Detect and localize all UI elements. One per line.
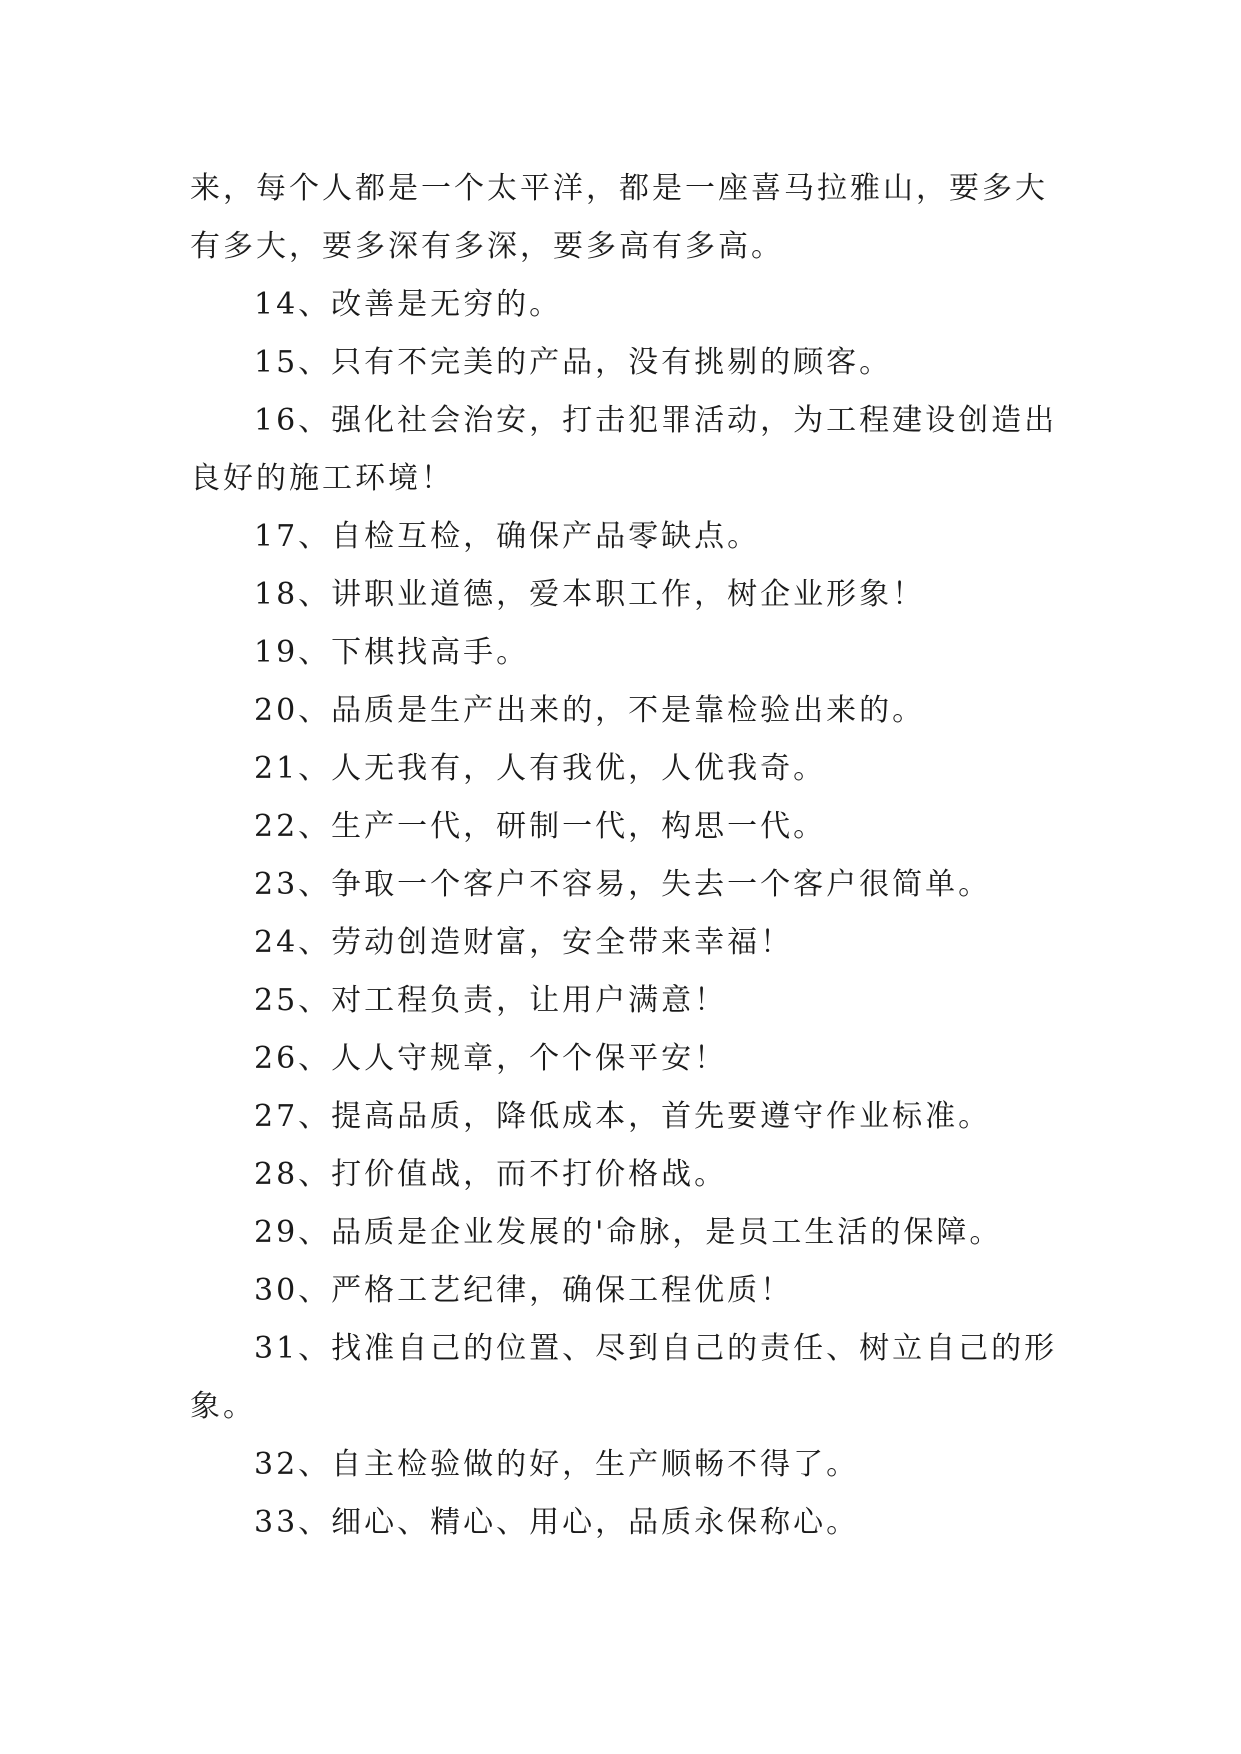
paragraph-item-20: 20、品质是生产出来的，不是靠检验出来的。 [254,693,926,728]
paragraph-item-14: 14、改善是无穷的。 [254,287,563,322]
paragraph-item-26: 26、人人守规章，个个保平安！ [254,1041,728,1076]
paragraph-item-25: 25、对工程负责，让用户满意！ [254,983,728,1018]
paragraph-item-27: 27、提高品质，降低成本，首先要遵守作业标准。 [254,1099,992,1134]
document-body [190,160,1060,1552]
paragraph-continuation: 来，每个人都是一个太平洋，都是一座喜马拉雅山，要多大有多大，要多深有多深，要多高有多高。 [190,171,1048,264]
paragraph-item-15: 15、只有不完美的产品，没有挑剔的顾客。 [254,345,893,380]
paragraph-item-24: 24、劳动创造财富，安全带来幸福！ [254,925,794,960]
paragraph-item-23: 23、争取一个客户不容易，失去一个客户很简单。 [254,867,992,902]
paragraph-item-17: 17、自检互检，确保产品零缺点。 [254,519,761,554]
paragraph-item-28: 28、打价值战，而不打价格战。 [254,1157,728,1192]
paragraph-item-22: 22、生产一代，研制一代，构思一代。 [254,809,827,844]
paragraph-item-32: 32、自主检验做的好，生产顺畅不得了。 [254,1447,860,1482]
paragraph-item-31: 31、找准自己的位置、尽到自己的责任、树立自己的形象。 [190,1331,1058,1424]
paragraph-item-18: 18、讲职业道德，爱本职工作，树企业形象！ [254,577,926,612]
paragraph-item-19: 19、下棋找高手。 [254,635,530,670]
paragraph-item-33: 33、细心、精心、用心，品质永保称心。 [254,1505,860,1540]
paragraph-item-29: 29、品质是企业发展的'命脉，是员工生活的保障。 [254,1215,1003,1250]
paragraph-item-21: 21、人无我有，人有我优，人优我奇。 [254,751,827,786]
paragraph-item-30: 30、严格工艺纪律，确保工程优质！ [254,1273,794,1308]
paragraph-item-16: 16、强化社会治安，打击犯罪活动，为工程建设创造出良好的施工环境！ [190,403,1058,496]
